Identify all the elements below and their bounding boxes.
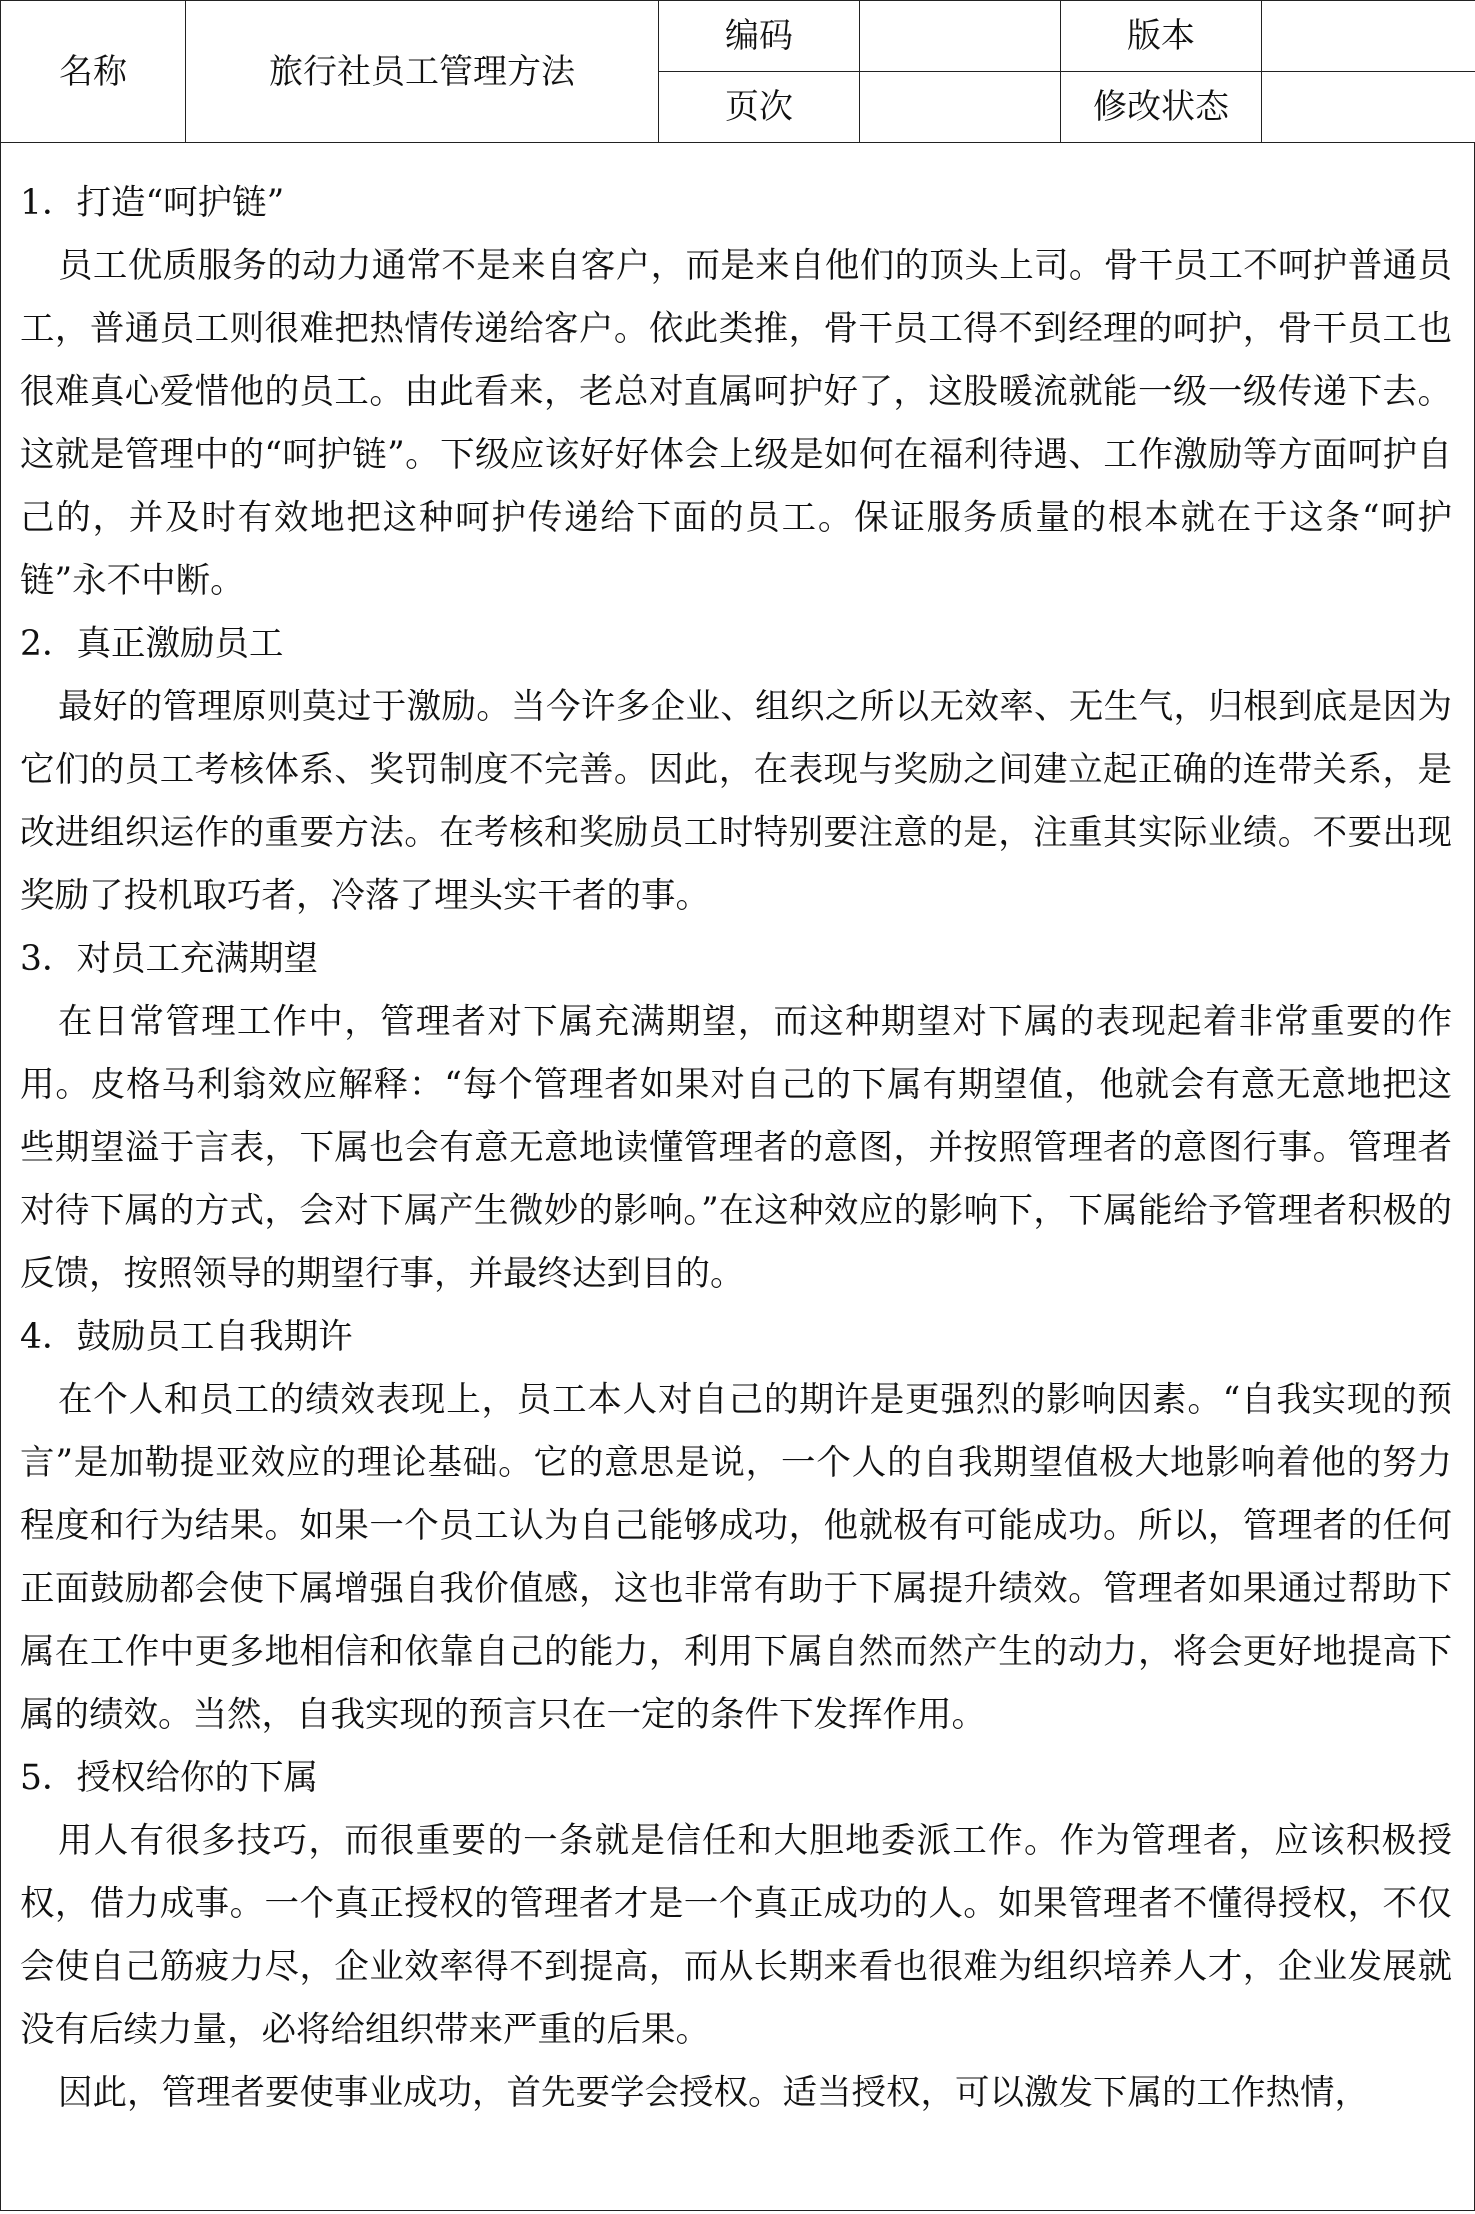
section-paragraph: 在日常管理工作中，管理者对下属充满期望，而这种期望对下属的表现起着非常重要的作用。皮格马利翁效应解释：“每个管理者如果对自己的下属有期望值，他就会有意无意地把这些期望溢于言表，下属也会有意无意地读懂管理者的意图，并按照管理者的意图行事。管理者对待下属的方式，会对下属产生微妙的影响。”在这种效应的影响下，下属能给予管理者积极的反馈，按照领导的期望行事，并最终达到目的。 (20, 1002, 1452, 1294)
name-label: 名称 (1, 1, 186, 143)
code-value (860, 1, 1061, 72)
page-label: 页次 (659, 72, 860, 143)
code-label: 编码 (659, 1, 860, 72)
section-heading: 4．鼓励员工自我期许 (20, 1317, 353, 1357)
section-paragraph: 用人有很多技巧，而很重要的一条就是信任和大胆地委派工作。作为管理者，应该积极授权，借力成事。一个真正授权的管理者才是一个真正成功的人。如果管理者不懂得授权，不仅会使自己筋疲力尽，企业效率得不到提高，而从长期来看也很难为组织培养人才，企业发展就没有后续力量，必将给组织带来严重的后果。 (20, 1821, 1452, 2050)
section-paragraph: 因此，管理者要使事业成功，首先要学会授权。适当授权，可以激发下属的工作热情， (58, 2073, 1369, 2113)
revision-value (1262, 72, 1475, 143)
version-label: 版本 (1061, 1, 1262, 72)
section-heading: 5．授权给你的下属 (20, 1758, 318, 1798)
section-heading: 3．对员工充满期望 (20, 939, 318, 979)
section-paragraph: 最好的管理原则莫过于激励。当今许多企业、组织之所以无效率、无生气，归根到底是因为它们的员工考核体系、奖罚制度不完善。因此，在表现与奖励之间建立起正确的连带关系，是改进组织运作的重要方法。在考核和奖励员工时特别要注意的是，注重其实际业绩。不要出现奖励了投机取巧者，冷落了埋头实干者的事。 (20, 687, 1452, 916)
document-content (20, 172, 1452, 2125)
document-header-table (0, 0, 1475, 143)
section-paragraph: 员工优质服务的动力通常不是来自客户，而是来自他们的顶头上司。骨干员工不呵护普通员工，普通员工则很难把热情传递给客户。依此类推，骨干员工得不到经理的呵护，骨干员工也很难真心爱惜他的员工。由此看来，老总对直属呵护好了，这股暖流就能一级一级传递下去。这就是管理中的“呵护链”。下级应该好好体会上级是如何在福利待遇、工作激励等方面呵护自己的，并及时有效地把这种呵护传递给下面的员工。保证服务质量的根本就在于这条“呵护链”永不中断。 (20, 246, 1452, 601)
section-heading: 2．真正激励员工 (20, 624, 284, 664)
revision-label: 修改状态 (1061, 72, 1262, 143)
document-title: 旅行社员工管理方法 (186, 1, 659, 143)
section-heading: 1．打造“呵护链” (20, 183, 285, 223)
section-paragraph: 在个人和员工的绩效表现上，员工本人对自己的期许是更强烈的影响因素。“自我实现的预言”是加勒提亚效应的理论基础。它的意思是说，一个人的自我期望值极大地影响着他的努力程度和行为结果。如果一个员工认为自己能够成功，他就极有可能成功。所以，管理者的任何正面鼓励都会使下属增强自我价值感，这也非常有助于下属提升绩效。管理者如果通过帮助下属在工作中更多地相信和依靠自己的能力，利用下属自然而然产生的动力，将会更好地提高下属的绩效。当然，自我实现的预言只在一定的条件下发挥作用。 (20, 1380, 1452, 1735)
page-value (860, 72, 1061, 143)
version-value (1262, 1, 1475, 72)
